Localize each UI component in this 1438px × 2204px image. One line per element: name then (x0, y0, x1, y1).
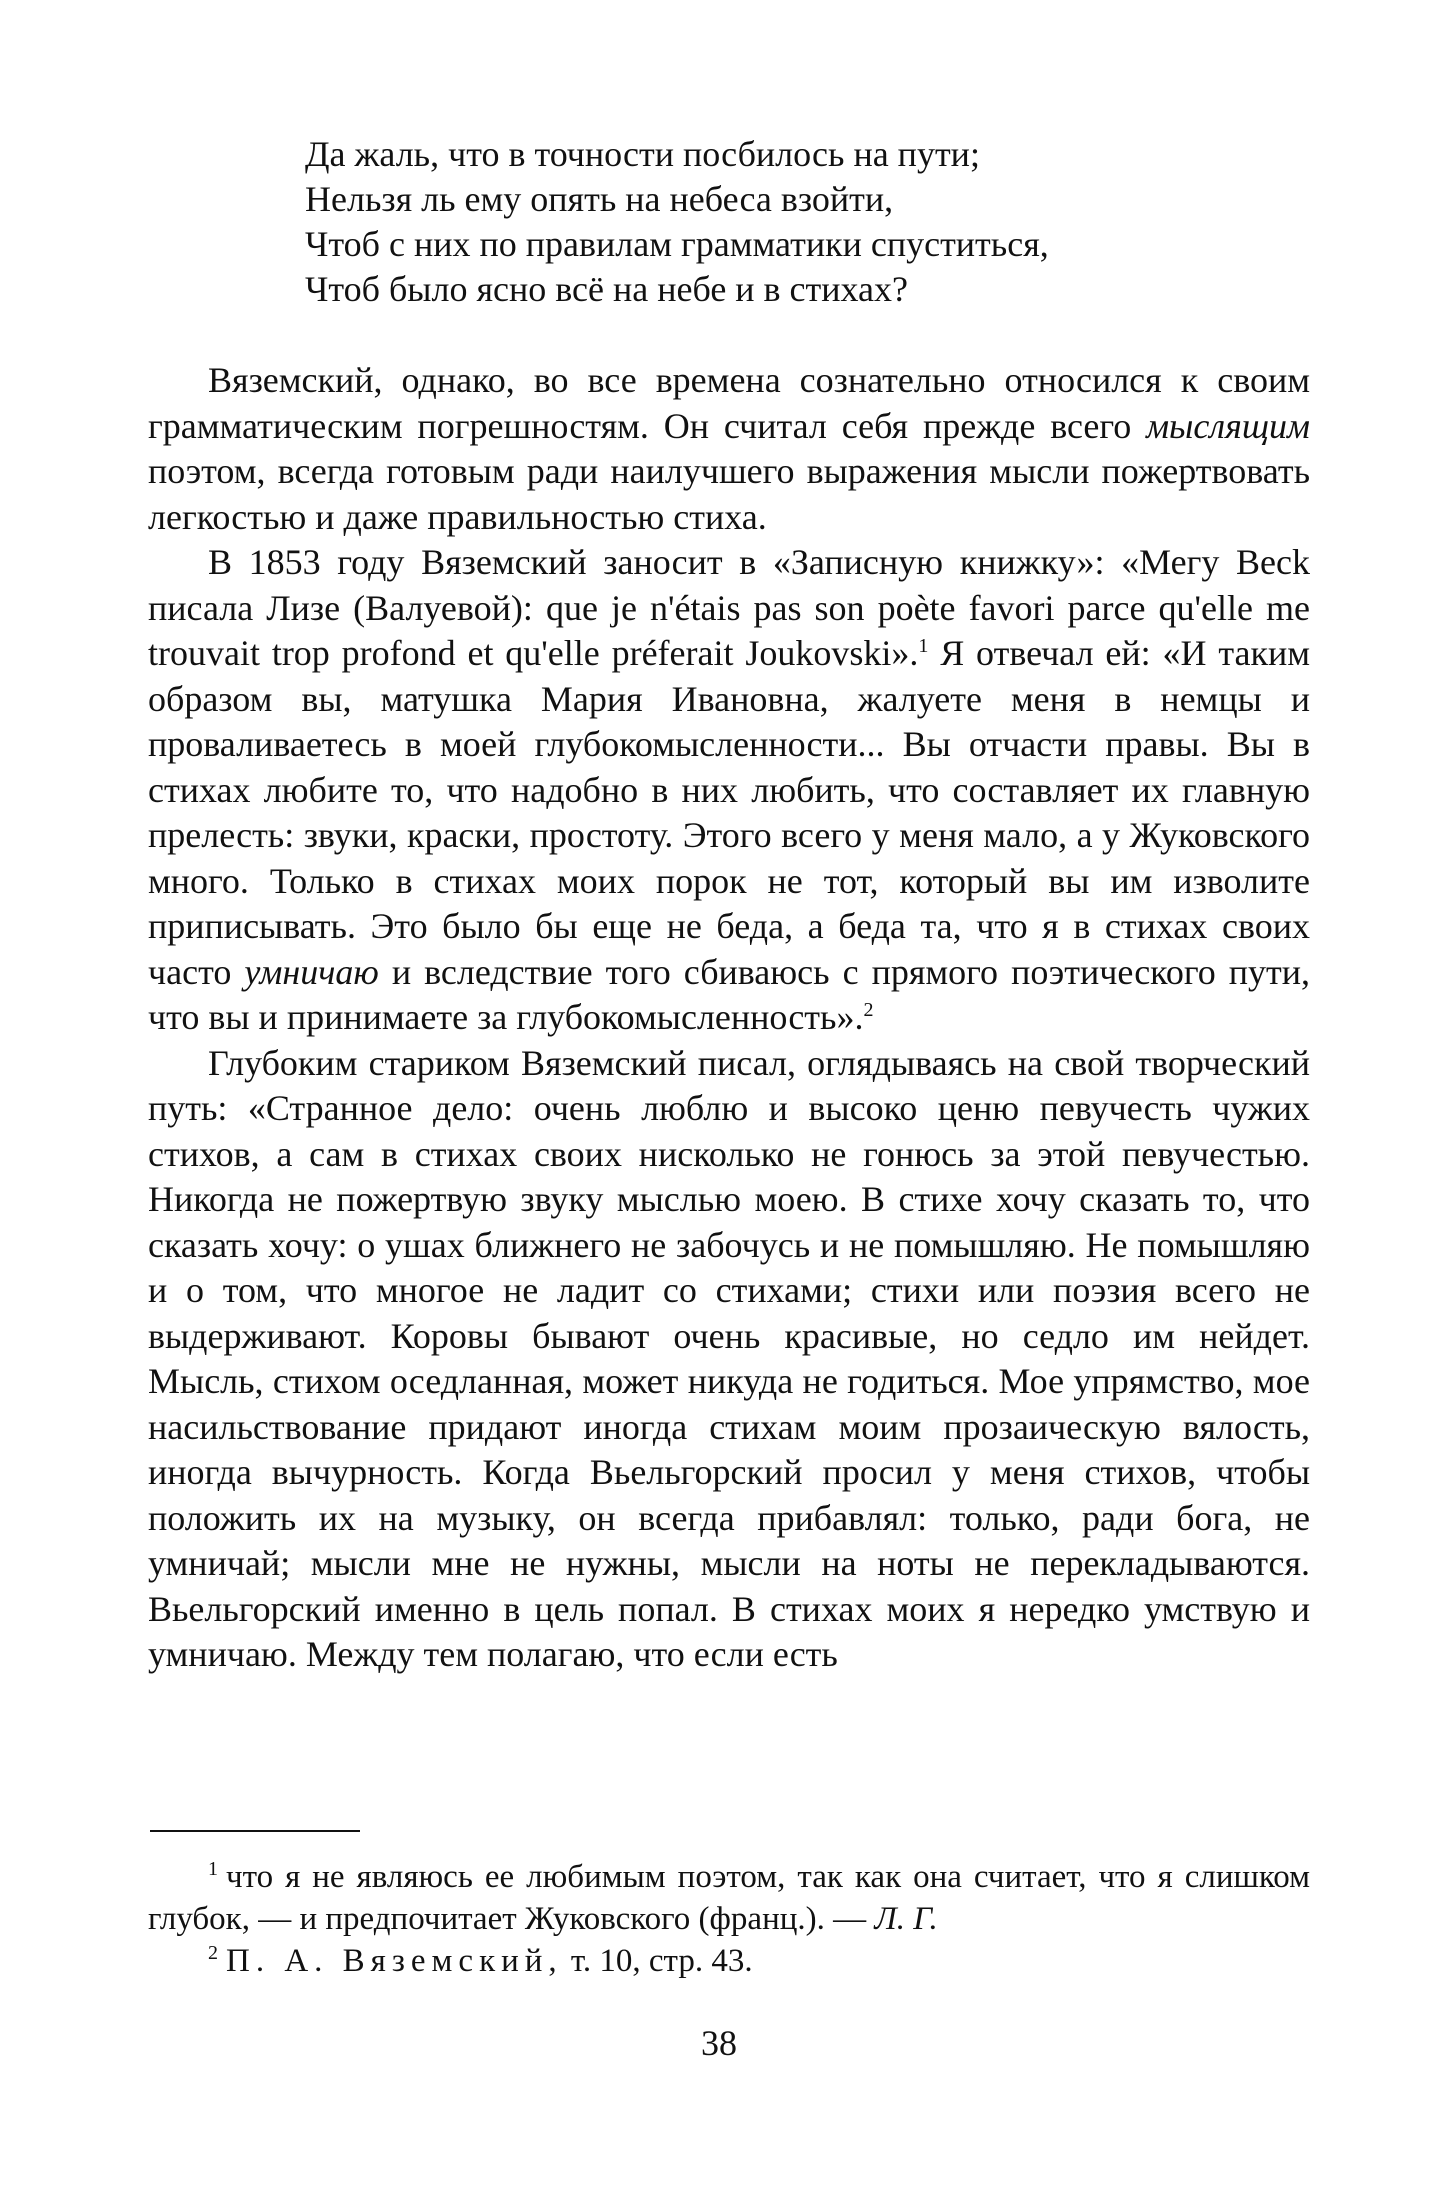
body-text (148, 358, 1310, 1678)
poem-line: Да жаль, что в точности посбилось на пути; (305, 134, 980, 174)
text-run: Я отвечал ей: «И таким образом вы, матушка Мария Ивановна, жалуете меня в немцы и проваливаетесь в моей глубокомысленности... Вы отчасти правы. Вы в стихах любите то, что надобно в них любить, что составляет их главную прелесть: звуки, краски, простоту. Этого всего у меня мало, а у Жуковского много. Только в стихах моих порок не тот, который вы им изволите приписывать. Это было бы еще не беда, а беда та, что я в стихах своих часто (148, 633, 1311, 992)
footnote-number: 1 (208, 1858, 218, 1880)
page-number: 38 (701, 2023, 737, 2063)
footnote-initials: Л. Г. (874, 1901, 938, 1937)
footnote-text: что я не являюсь ее любимым поэтом, так как она считает, что я слишком глубок, — и предпочитает Жуковского (франц.). — (148, 1859, 1310, 1937)
footnote-divider (150, 1830, 360, 1832)
footnote-number: 2 (208, 1942, 218, 1964)
text-run: поэтом, всегда готовым ради наилучшего выражения мысли пожертвовать легкостью и даже правильностью стиха. (148, 451, 1310, 537)
footnote-ref-2: 2 (863, 999, 874, 1021)
footnote-2 (148, 1940, 1310, 1982)
italic-text: умничаю (244, 951, 379, 992)
footnote-1 (148, 1856, 1310, 1940)
paragraph-3: Глубоким стариком Вяземский писал, оглядываясь на свой творческий путь: «Странное дело: очень люблю и высоко ценю певучесть чужих стихов, а сам в стихах своих нисколько не гонюсь за этой певучестью. Никогда не пожертвую звуку мыслью моею. В стихе хочу сказать то, что сказать хочу: о ушах ближнего не забочусь и не помышляю. Не помышляю и о том, что многое не ладит со стихами; стихи или поэзия всего не выдерживают. Коровы бывают очень красивые, но седло им нейдет. Мысль, стихом оседланная, может никуда не годиться. Мое упрямство, мое насильствование придают иногда стихам моим прозаическую вялость, иногда вычурность. Когда Вьельгорский просил у меня стихов, чтобы положить их на музыку, он всегда прибавлял: только, ради бога, не умничай; мысли мне не нужны, мысли на ноты не перекладываются. Вьельгорский именно в цель попал. В стихах моих я нередко умствую и умничаю. Между тем полагаю, что если есть (148, 1042, 1310, 1674)
paragraph-1 (148, 358, 1310, 540)
poem-line: Чтоб с них по правилам грамматики спуститься, (305, 224, 1049, 264)
text-run: В 1853 году Вяземский заносит в «Записную книжку»: «Мегу Beck писала Лизе (Валуевой): que je n'étais pas son poète favori parce qu'elle me trouvait trop profond et qu'elle préferait Joukovski». (148, 542, 1310, 673)
footnote-text: т. 10, стр. 43. (562, 1943, 753, 1979)
footnote-author: П. А. Вяземский, (226, 1943, 563, 1979)
paragraph-2 (148, 540, 1310, 1041)
text-run: Вяземский, однако, во все времена сознательно относился к своим грамматическим погрешностям. Он считал себя прежде всего (148, 360, 1310, 446)
text-run: и вследствие того сбиваюсь с прямого поэтического пути, что вы и принимаете за глубокомысленность». (148, 951, 1310, 1037)
footnote-ref-1: 1 (918, 635, 929, 657)
poem-line: Чтоб было ясно всё на небе и в стихах? (305, 269, 909, 309)
footnotes (148, 1856, 1310, 1982)
poem-stanza (305, 132, 1049, 312)
italic-text: мыслящим (1146, 405, 1310, 446)
poem-line: Нельзя ль ему опять на небеса взойти, (305, 179, 894, 219)
